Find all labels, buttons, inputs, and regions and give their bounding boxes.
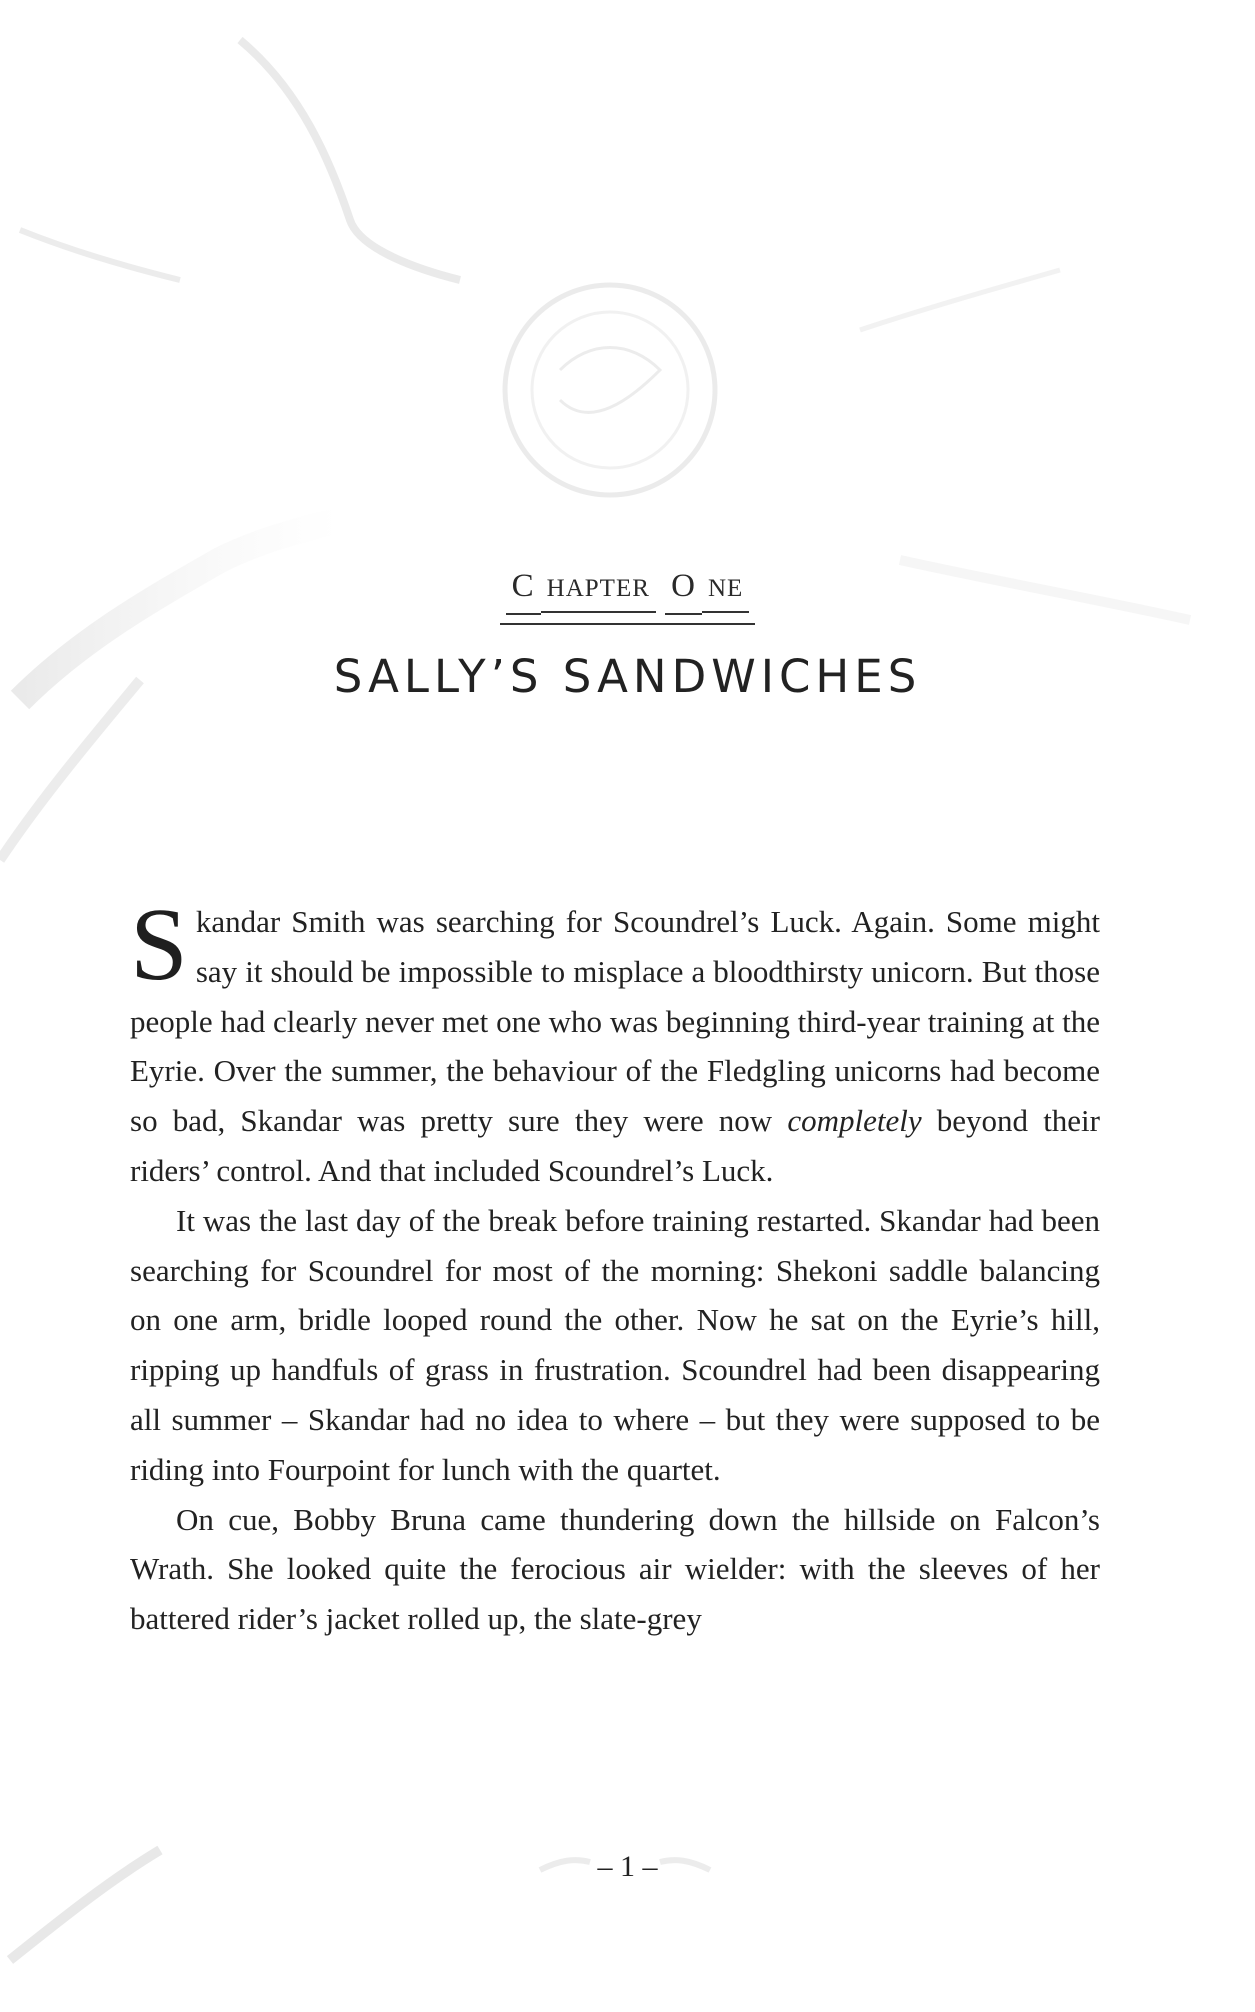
- chapter-label-second-rest: NE: [702, 575, 749, 613]
- chapter-title: SALLY’S SANDWICHES: [333, 650, 922, 703]
- paragraph-1: [130, 887, 1100, 1196]
- chapter-label-second-initial: O: [665, 568, 702, 615]
- paragraph-3: On cue, Bobby Bruna came thundering down the hillside on Falcon’s Wrath. She looked quite the ferocious air wielder: with the sleeves of her battered rider’s jacket rolled up, the slate-grey: [130, 1501, 1100, 1637]
- paragraph-1-text-b: beyond their riders’ control. And that included Scoundrel’s Luck.: [130, 1103, 1100, 1188]
- paragraph-2: It was the last day of the break before training restarted. Skandar had been searching for Scoundrel for most of the morning: Shekoni saddle balancing on one arm, bridle looped round the other. Now he sat on the Eyrie’s hill, ripping up handfuls of grass in frustration. Scoundrel had been disappearing all summer – Skandar had no idea to where – but they were supposed to be riding into Fourpoint for lunch with the quartet.: [130, 1202, 1100, 1487]
- body-text: [130, 887, 1100, 1644]
- chapter-label-first-rest: HAPTER: [541, 575, 656, 613]
- paragraph-1-emphasis: completely: [787, 1103, 922, 1139]
- drop-cap: S: [130, 887, 188, 1002]
- page-number: – 1 –: [597, 1850, 658, 1883]
- paragraph-1-text-a: kandar Smith was searching for Scoundrel’s Luck. Again. Some might say it should be impossible to misplace a bloodthirsty unicorn. But those people had clearly never met one who was beginning third-year training at the Eyrie. Over the summer, the behaviour of the Fledgling unicorns had become so bad, Skandar was pretty sure they were now: [130, 904, 1100, 1139]
- chapter-label-first-initial: C: [506, 568, 541, 615]
- chapter-label: [0, 568, 1255, 625]
